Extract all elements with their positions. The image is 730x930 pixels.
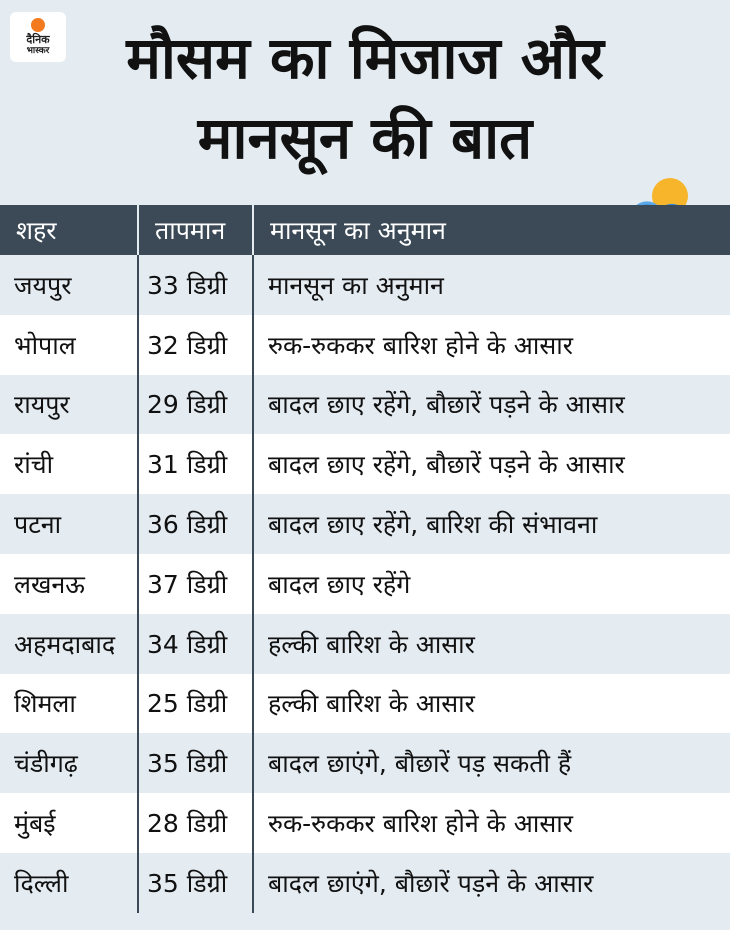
city-cell: भोपाल [0,315,138,375]
table-row [0,793,730,853]
forecast-cell: बादल छाए रहेंगे, बारिश की संभावना [253,494,730,554]
city-cell: पटना [0,494,138,554]
logo-text-line1: दैनिक [26,33,50,46]
temp-cell: 35 डिग्री [138,853,253,913]
forecast-cell: बादल छाएंगे, बौछारें पड़ने के आसार [253,853,730,913]
forecast-cell: बादल छाएंगे, बौछारें पड़ सकती हैं [253,733,730,793]
forecast-table [0,205,730,913]
table-row [0,315,730,375]
table-row [0,554,730,614]
city-cell: रांची [0,434,138,494]
forecast-cell: बादल छाए रहेंगे [253,554,730,614]
city-cell: मुंबई [0,793,138,853]
city-cell: शिमला [0,674,138,734]
forecast-cell: रुक-रुककर बारिश होने के आसार [253,315,730,375]
city-cell: दिल्ली [0,853,138,913]
forecast-cell: बादल छाए रहेंगे, बौछारें पड़ने के आसार [253,434,730,494]
city-cell: अहमदाबाद [0,614,138,674]
forecast-cell: हल्की बारिश के आसार [253,674,730,734]
forecast-cell: मानसून का अनुमान [253,255,730,315]
forecast-cell: रुक-रुककर बारिश होने के आसार [253,793,730,853]
temp-cell: 33 डिग्री [138,255,253,315]
city-cell: जयपुर [0,255,138,315]
title-line-1: मौसम का मिजाज और [126,24,604,92]
temp-cell: 34 डिग्री [138,614,253,674]
table-row [0,494,730,554]
table-row [0,733,730,793]
temp-cell: 29 डिग्री [138,375,253,435]
table-row [0,434,730,494]
table-row [0,255,730,315]
page-title [0,18,730,178]
header-forecast: मानसून का अनुमान [253,205,730,255]
city-cell: रायपुर [0,375,138,435]
header-temperature: तापमान [138,205,253,255]
forecast-cell: हल्की बारिश के आसार [253,614,730,674]
temp-cell: 31 डिग्री [138,434,253,494]
table-row [0,853,730,913]
table-header-row [0,205,730,255]
header-city: शहर [0,205,138,255]
table-row [0,614,730,674]
logo-text-line2: भास्कर [26,46,50,56]
temp-cell: 25 डिग्री [138,674,253,734]
city-cell: लखनऊ [0,554,138,614]
title-line-2: मानसून की बात [197,104,533,172]
city-cell: चंडीगढ़ [0,733,138,793]
temp-cell: 28 डिग्री [138,793,253,853]
table-row [0,375,730,435]
temp-cell: 37 डिग्री [138,554,253,614]
temp-cell: 32 डिग्री [138,315,253,375]
table-row [0,674,730,734]
temp-cell: 36 डिग्री [138,494,253,554]
temp-cell: 35 डिग्री [138,733,253,793]
forecast-cell: बादल छाए रहेंगे, बौछारें पड़ने के आसार [253,375,730,435]
